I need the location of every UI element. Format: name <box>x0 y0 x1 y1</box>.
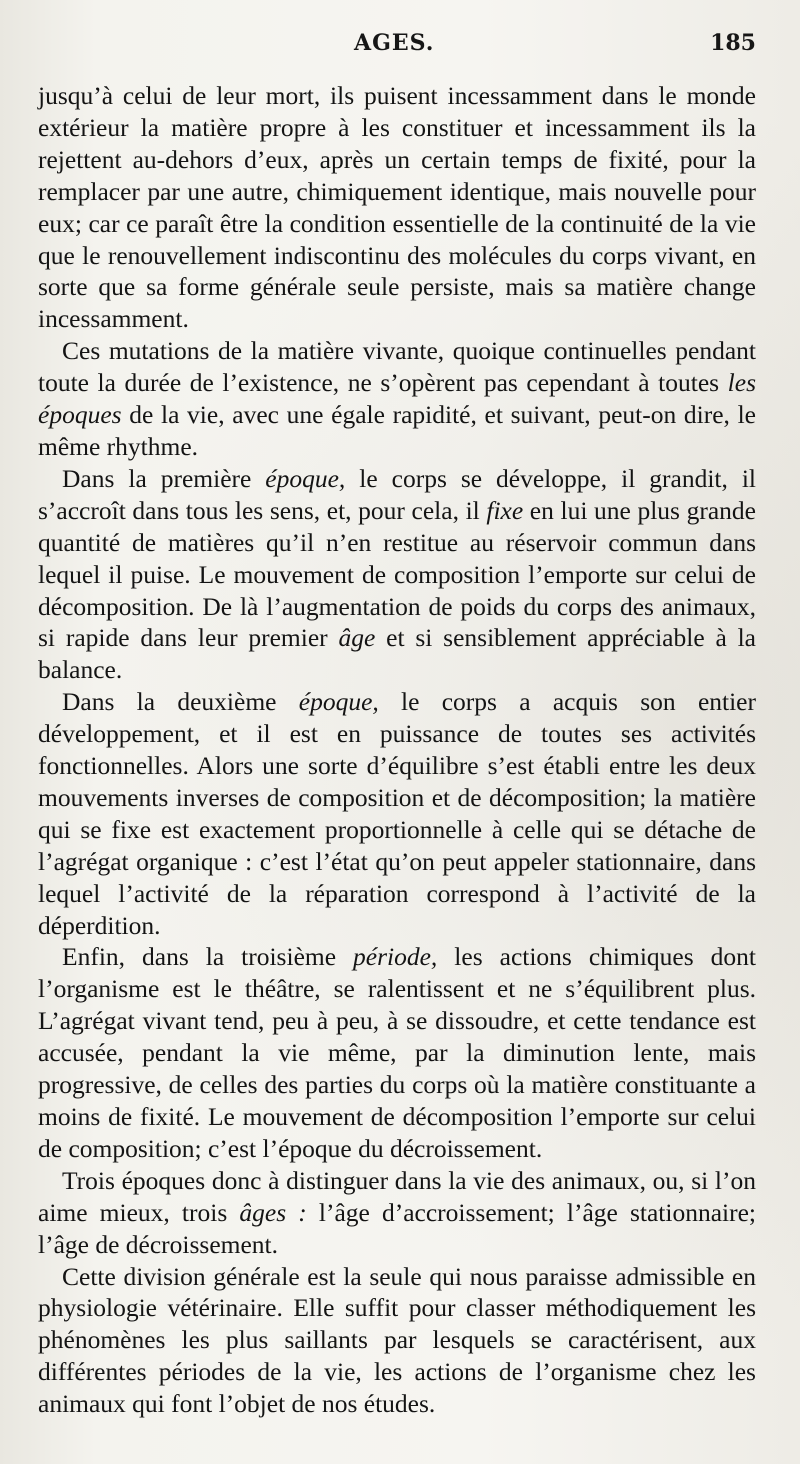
text-segment: Dans la deuxième <box>62 687 299 717</box>
italic-segment: les époques <box>38 368 756 430</box>
text-segment: et si sensiblement appréciable à la balance. <box>38 623 756 685</box>
paragraph-1 <box>38 80 756 335</box>
text-segment: en lui une plus grande quantité de matières qu’il n’en restitue au réservoir commun dans lequel il puise. Le mouvement de composition l’emporte sur celui de décomposition. De là l’augmentation de poids du corps des animaux, si rapide dans leur premier <box>38 495 756 653</box>
text-segment: l’âge d’accroissement; l’âge stationnaire; l’âge de décroissement. <box>38 1197 757 1259</box>
italic-segment: époque, <box>265 463 346 493</box>
running-head <box>36 30 756 64</box>
italic-segment: période, <box>353 942 438 972</box>
text-segment: le corps se développe, il grandit, il s’accroît dans tous les sens, et, pour cela, il <box>38 463 756 525</box>
text-segment: Dans la première <box>62 463 266 493</box>
paragraph-4 <box>38 686 756 941</box>
paragraph-5 <box>38 941 756 1164</box>
paragraph-7 <box>38 1261 756 1421</box>
body-text <box>38 80 756 1420</box>
italic-segment: époque, <box>298 687 379 717</box>
paragraph-6 <box>38 1165 756 1261</box>
text-segment: jusqu’à celui de leur mort, ils puisent incessamment dans le monde extérieur la matière propre à les constituer et incessamment ils la rejettent au-dehors d’eux, après un certain temps de fixité, pour la remplacer par une autre, chimiquement identique, mais nouvelle pour eux; car ce paraît être la condition essentielle de la continuité de la vie que le renouvellement indiscontinu des molécules du corps vivant, en sorte que sa forme générale seule persiste, mais sa matière change incessamment. <box>38 81 756 334</box>
paragraph-2 <box>38 335 756 463</box>
paragraph-3 <box>38 463 756 686</box>
running-title: AGES. <box>354 30 435 56</box>
text-segment: de la vie, avec une égale rapidité, et suivant, peut-on dire, le même rhythme. <box>38 400 756 461</box>
text-segment: Cette division générale est la seule qui nous paraisse admissible en physiologie vétérinaire. Elle suffit pour classer méthodiquement les phénomènes les plus saillants par lesquels se caractérisent, aux différentes périodes de la vie, les actions de l’organisme chez les animaux qui font l’objet de nos études. <box>38 1261 756 1419</box>
italic-segment: âges : <box>239 1197 307 1227</box>
text-segment: Enfin, dans la troisième <box>62 942 354 972</box>
text-segment: le corps a acquis son entier développement, et il est en puissance de toutes ses activités fonctionnelles. Alors une sorte d’équilibre s’est établi entre les deux mouvements inverses de composition et de décomposition; la matière qui se fixe est exactement proportionnelle à celle qui se détache de l’agrégat organique : c’est l’état qu’on peut appeler stationnaire, dans lequel l’activité de la réparation correspond à l’activité de la déperdition. <box>38 687 756 940</box>
text-segment: les actions chimiques dont l’organisme est le théâtre, se ralentissent et ne s’équilibrent plus. L’agrégat vivant tend, peu à peu, à se dissoudre, et cette tendance est accusée, pendant la vie même, par la diminution lente, mais progressive, de celles des parties du corps où la matière constituante a moins de fixité. Le mouvement de décomposition l’emporte sur celui de composition; c’est l’époque du décroissement. <box>38 942 756 1163</box>
text-segment: Ces mutations de la matière vivante, quoique continuelles pendant toute la durée de l’existence, ne s’opèrent pas cependant à toutes <box>38 336 756 398</box>
italic-segment: âge <box>338 623 376 653</box>
text-segment: Trois époques donc à distinguer dans la vie des animaux, ou, si l’on aime mieux, trois <box>38 1165 756 1227</box>
italic-segment: fixe <box>486 495 524 525</box>
page-number: 185 <box>710 30 756 56</box>
